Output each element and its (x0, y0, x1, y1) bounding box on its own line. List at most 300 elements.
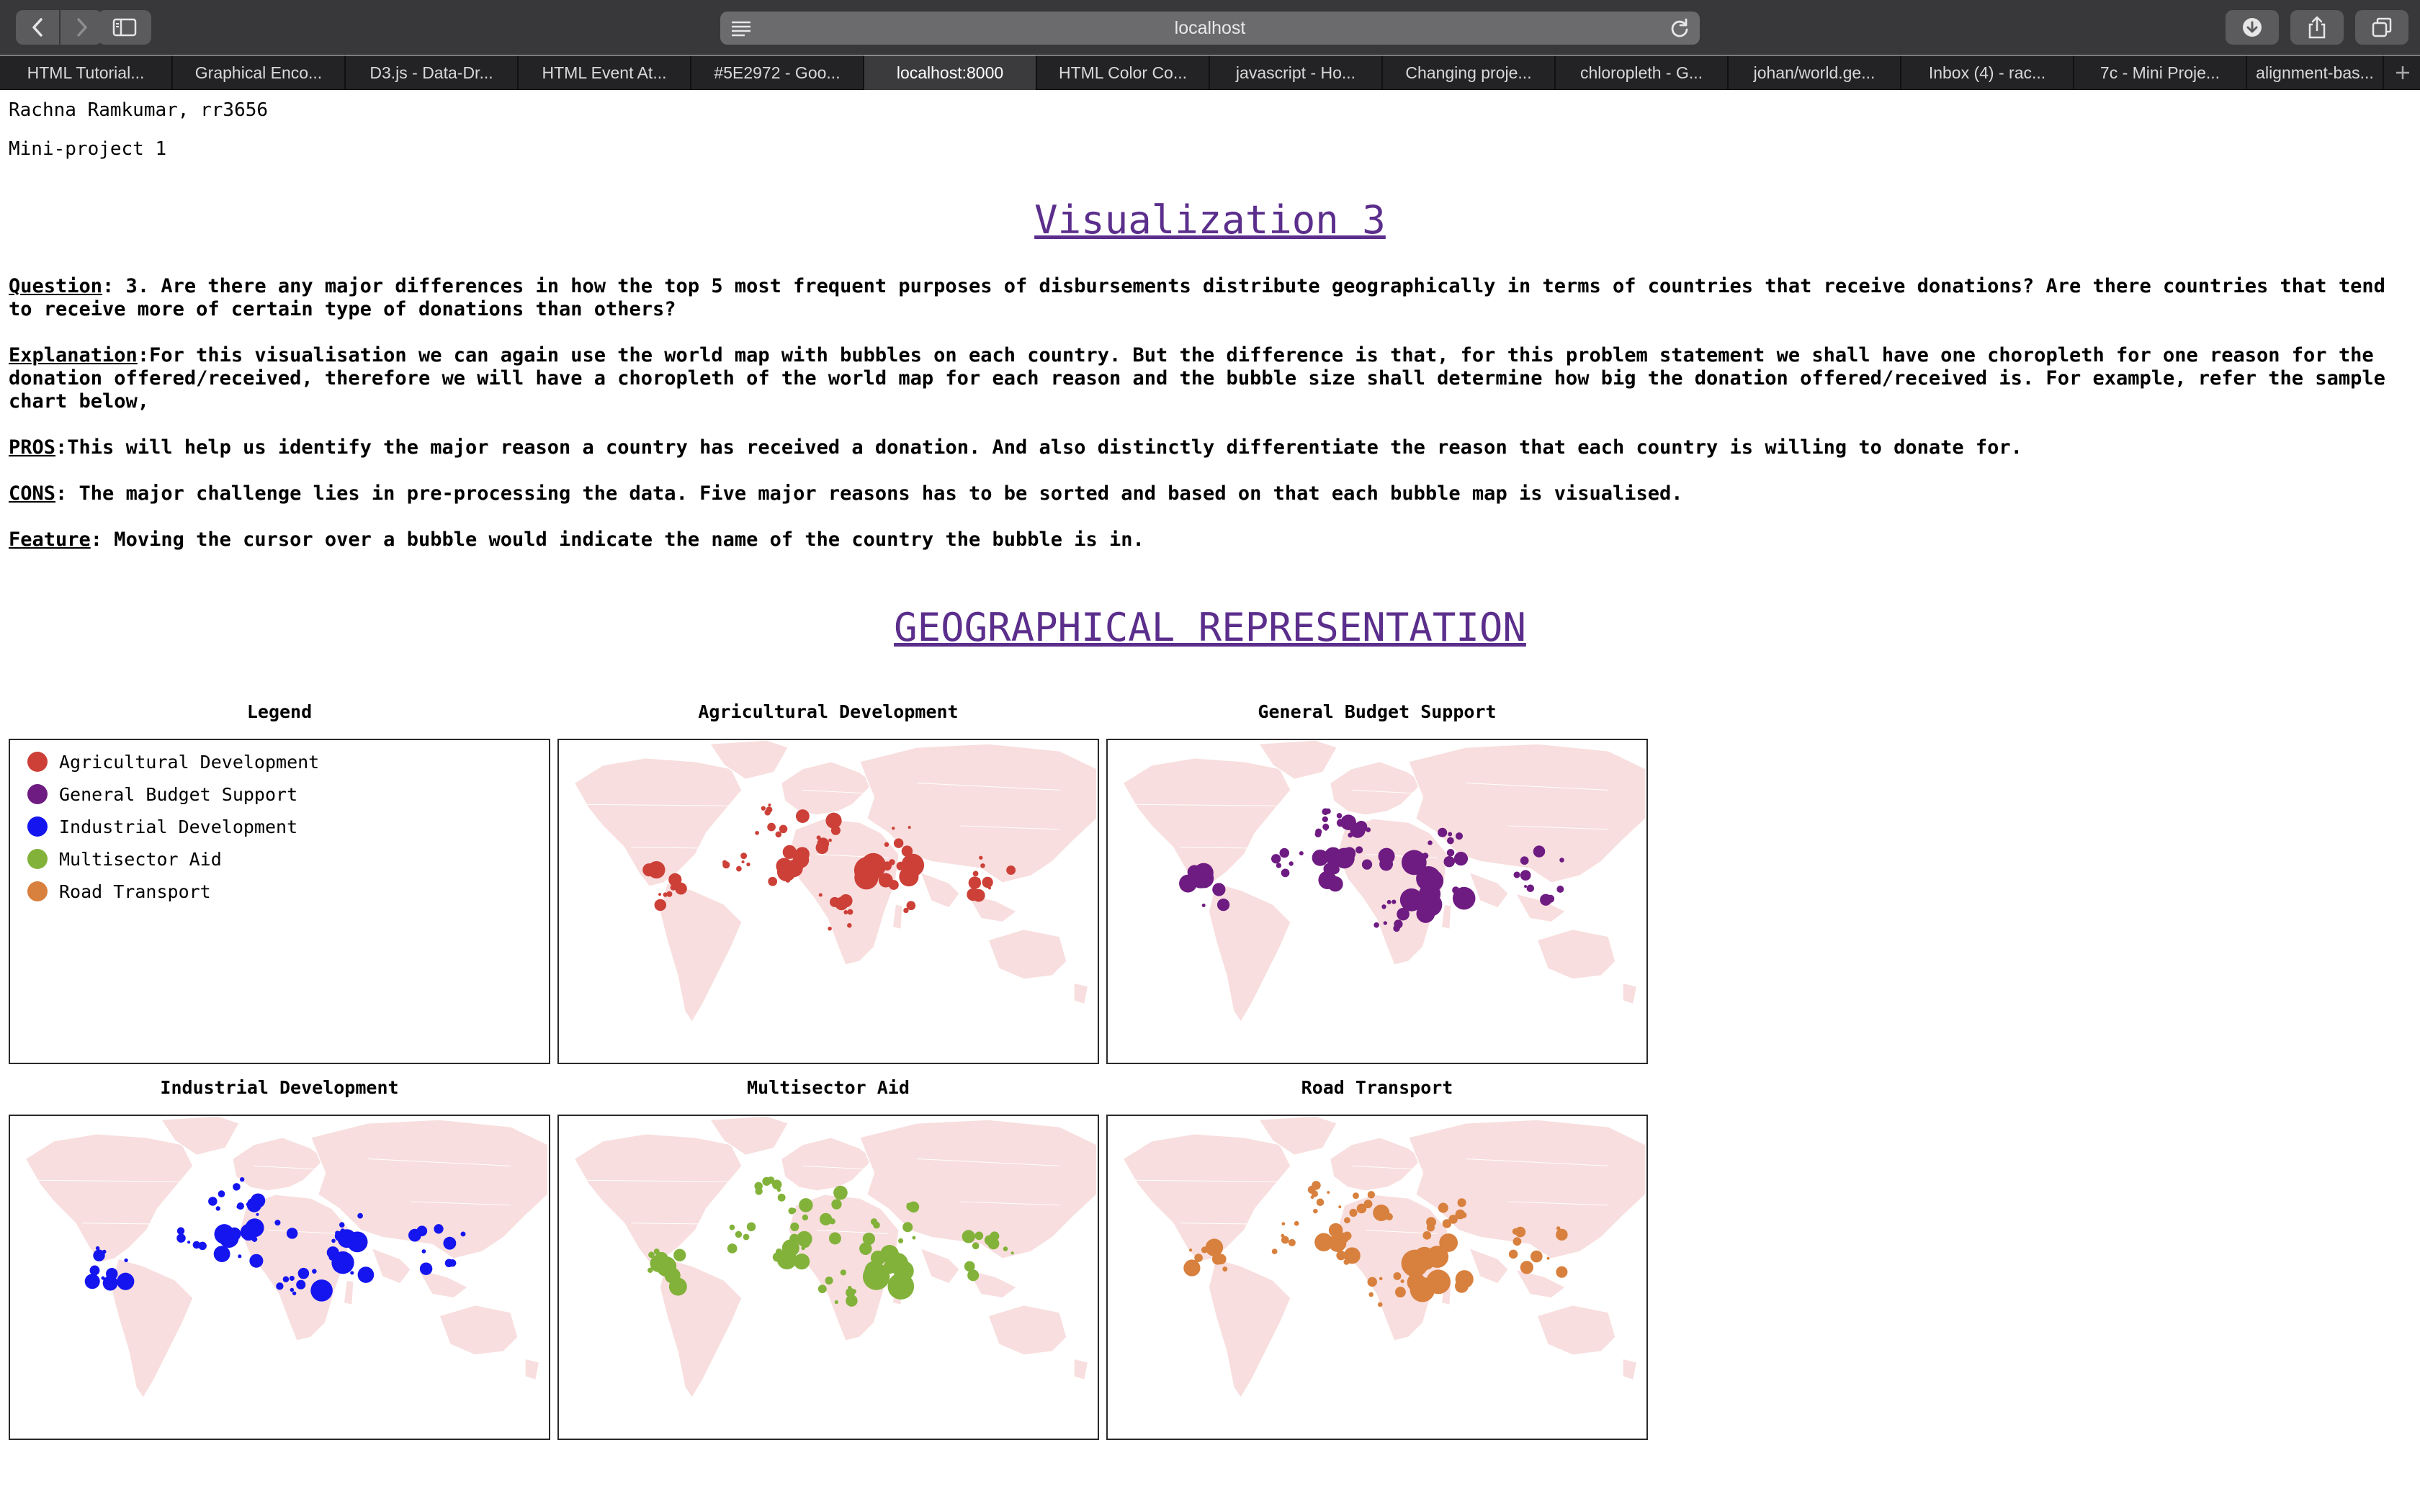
country-bubble[interactable] (1344, 1247, 1361, 1264)
country-bubble[interactable] (912, 1236, 915, 1240)
country-bubble[interactable] (283, 1277, 290, 1283)
country-bubble[interactable] (349, 1236, 355, 1242)
country-bubble[interactable] (1445, 1236, 1451, 1243)
country-bubble[interactable] (847, 909, 853, 915)
country-bubble[interactable] (1401, 1279, 1404, 1283)
country-bubble[interactable] (1378, 1302, 1383, 1308)
map-title-budget: General Budget Support (1258, 701, 1497, 722)
country-bubble[interactable] (779, 825, 787, 833)
tab[interactable]: HTML Color Co... (1037, 55, 1210, 90)
country-bubble[interactable] (796, 809, 810, 823)
country-bubble[interactable] (748, 1223, 753, 1228)
country-bubble[interactable] (1384, 921, 1387, 924)
country-bubble[interactable] (1194, 1254, 1203, 1262)
country-bubble[interactable] (906, 1202, 914, 1210)
country-bubble[interactable] (979, 856, 982, 860)
country-bubble[interactable] (1368, 1191, 1375, 1198)
country-bubble[interactable] (816, 841, 829, 854)
country-bubble[interactable] (274, 1220, 280, 1225)
country-bubble[interactable] (902, 845, 913, 856)
country-bubble[interactable] (1368, 1277, 1377, 1287)
country-bubble[interactable] (1338, 1233, 1348, 1243)
map-title-industrial: Industrial Development (160, 1077, 399, 1098)
country-shape (892, 904, 902, 930)
country-bubble[interactable] (901, 854, 924, 877)
map-title-multisector: Multisector Aid (747, 1077, 910, 1098)
country-bubble[interactable] (208, 1197, 217, 1205)
country-bubble[interactable] (967, 888, 980, 901)
country-bubble[interactable] (864, 1261, 884, 1280)
country-bubble[interactable] (1547, 1257, 1550, 1260)
country-bubble[interactable] (1349, 1209, 1357, 1217)
country-bubble[interactable] (358, 1266, 375, 1283)
plus-icon (2395, 65, 2411, 81)
country-bubble[interactable] (830, 897, 840, 907)
country-bubble[interactable] (1513, 1237, 1522, 1246)
country-bubble[interactable] (741, 860, 744, 863)
country-bubble[interactable] (802, 1215, 808, 1220)
country-bubble[interactable] (1344, 1217, 1350, 1223)
country-bubble[interactable] (1381, 904, 1386, 909)
country-bubble[interactable] (829, 1233, 841, 1245)
country-bubble[interactable] (982, 877, 992, 888)
country-bubble[interactable] (240, 1177, 244, 1182)
country-bubble[interactable] (331, 1239, 336, 1243)
country-bubble[interactable] (786, 860, 803, 877)
country-bubble[interactable] (1214, 1256, 1222, 1264)
tab[interactable]: alignment-bas... (2247, 55, 2384, 90)
country-bubble[interactable] (310, 1279, 333, 1302)
country-bubble[interactable] (1373, 1205, 1389, 1221)
country-shape (1469, 872, 1509, 908)
country-bubble[interactable] (898, 1238, 903, 1243)
country-bubble[interactable] (1355, 846, 1363, 853)
country-bubble[interactable] (1546, 895, 1554, 903)
tab[interactable]: #5E2972 - Goo... (691, 55, 864, 90)
country-bubble[interactable] (1355, 821, 1368, 833)
country-bubble[interactable] (894, 1261, 914, 1281)
tab[interactable]: Inbox (4) - rac... (1901, 55, 2074, 90)
country-bubble[interactable] (1343, 847, 1355, 859)
country-bubble[interactable] (789, 1234, 799, 1243)
sidebar-icon (112, 18, 137, 37)
country-bubble[interactable] (1294, 1221, 1299, 1226)
country-bubble[interactable] (776, 832, 782, 838)
country-bubble[interactable] (768, 877, 777, 886)
country-bubble[interactable] (884, 842, 889, 847)
country-bubble[interactable] (1454, 852, 1468, 865)
country-bubble[interactable] (655, 899, 666, 911)
country-bubble[interactable] (1317, 1198, 1325, 1206)
country-bubble[interactable] (1461, 1212, 1467, 1218)
country-bubble[interactable] (422, 1249, 426, 1254)
country-bubble[interactable] (871, 1218, 877, 1225)
country-bubble[interactable] (663, 892, 668, 896)
country-bubble[interactable] (218, 1190, 225, 1197)
country-bubble[interactable] (880, 1245, 899, 1264)
country-bubble[interactable] (654, 1248, 660, 1254)
forward-button[interactable] (60, 10, 104, 45)
country-bubble[interactable] (973, 870, 979, 876)
country-bubble[interactable] (256, 1213, 259, 1216)
country-bubble[interactable] (1206, 1238, 1224, 1256)
country-bubble[interactable] (907, 901, 916, 910)
country-bubble[interactable] (292, 1292, 296, 1295)
country-bubble[interactable] (1447, 837, 1454, 845)
country-bubble[interactable] (668, 873, 681, 886)
country-bubble[interactable] (755, 831, 759, 835)
country-bubble[interactable] (847, 923, 852, 928)
country-bubble[interactable] (1422, 1231, 1431, 1240)
country-bubble[interactable] (756, 1187, 763, 1194)
tab-active[interactable]: localhost:8000 (864, 55, 1037, 90)
country-bubble[interactable] (1417, 904, 1435, 923)
country-shape (344, 1280, 354, 1305)
country-bubble[interactable] (969, 876, 981, 888)
tab[interactable]: HTML Tutorial... (0, 55, 173, 90)
country-bubble[interactable] (1438, 828, 1447, 837)
country-bubble[interactable] (972, 1242, 980, 1249)
country-bubble[interactable] (902, 1222, 913, 1232)
country-bubble[interactable] (1322, 816, 1328, 822)
country-bubble[interactable] (1404, 1255, 1420, 1271)
country-bubble[interactable] (335, 1231, 345, 1241)
country-bubble[interactable] (1353, 1192, 1359, 1199)
country-bubble[interactable] (1422, 852, 1429, 859)
country-bubble[interactable] (1443, 1219, 1451, 1228)
country-bubble[interactable] (1410, 1277, 1435, 1302)
cons-label: CONS (9, 482, 56, 505)
country-bubble[interactable] (461, 1231, 466, 1236)
country-bubble[interactable] (841, 1269, 846, 1275)
country-bubble[interactable] (1222, 1266, 1227, 1272)
country-bubble[interactable] (1281, 1222, 1285, 1225)
country-bubble[interactable] (290, 1288, 295, 1292)
country-bubble[interactable] (339, 1222, 345, 1228)
country-bubble[interactable] (1299, 851, 1304, 855)
country-bubble[interactable] (746, 863, 750, 866)
country-bubble[interactable] (1438, 1203, 1448, 1213)
country-bubble[interactable] (331, 1251, 354, 1274)
country-bubble[interactable] (833, 1186, 848, 1200)
country-bubble[interactable] (1394, 919, 1402, 928)
country-bubble[interactable] (892, 827, 895, 829)
country-bubble[interactable] (819, 894, 823, 897)
country-bubble[interactable] (1533, 845, 1545, 857)
tab[interactable]: D3.js - Data-Dr... (346, 55, 519, 90)
country-bubble[interactable] (722, 861, 730, 868)
country-bubble[interactable] (1447, 849, 1455, 857)
country-bubble[interactable] (1202, 904, 1206, 907)
country-bubble[interactable] (974, 1231, 983, 1240)
country-bubble[interactable] (1527, 885, 1535, 893)
country-bubble[interactable] (238, 1254, 241, 1258)
country-bubble[interactable] (1311, 1195, 1314, 1199)
country-bubble[interactable] (1348, 832, 1353, 837)
country-bubble[interactable] (1559, 858, 1564, 863)
country-bubble[interactable] (817, 835, 821, 840)
country-bubble[interactable] (1515, 1227, 1525, 1238)
country-bubble[interactable] (658, 893, 661, 896)
tab[interactable]: HTML Event At... (519, 55, 691, 90)
country-bubble[interactable] (1183, 1259, 1200, 1276)
country-shape (920, 872, 960, 908)
country-bubble[interactable] (985, 1235, 995, 1245)
country-bubble[interactable] (216, 1206, 220, 1210)
country-bubble[interactable] (743, 1234, 750, 1241)
tab[interactable]: chloropleth - G... (1556, 55, 1729, 90)
country-bubble[interactable] (768, 804, 771, 806)
downloads-button[interactable] (2226, 10, 2279, 45)
country-bubble[interactable] (730, 1225, 735, 1230)
country-shape (372, 1248, 411, 1284)
country-bubble[interactable] (647, 861, 665, 878)
country-bubble[interactable] (1556, 886, 1564, 893)
country-bubble[interactable] (193, 1241, 201, 1249)
country-bubble[interactable] (1325, 809, 1331, 814)
sidebar-button[interactable] (98, 10, 151, 45)
country-bubble[interactable] (1289, 861, 1293, 865)
legend-item (27, 780, 297, 809)
author-line: Rachna Ramkumar, rr3656 (9, 99, 269, 121)
country-bubble[interactable] (828, 839, 832, 842)
country-bubble[interactable] (1393, 1272, 1401, 1280)
country-bubble[interactable] (357, 1213, 363, 1219)
country-bubble[interactable] (1327, 1191, 1330, 1194)
map-title-agricultural: Agricultural Development (698, 701, 959, 722)
country-bubble[interactable] (846, 1295, 857, 1306)
country-bubble[interactable] (1453, 887, 1476, 910)
tab[interactable]: johan/world.ge... (1729, 55, 1901, 90)
country-bubble[interactable] (252, 1236, 258, 1242)
country-bubble[interactable] (820, 1213, 832, 1225)
country-bubble[interactable] (1281, 869, 1290, 878)
country-bubble[interactable] (1276, 863, 1281, 868)
country-bubble[interactable] (980, 863, 985, 868)
country-bubble[interactable] (761, 806, 766, 810)
country-bubble[interactable] (224, 1230, 228, 1234)
country-bubble[interactable] (1556, 1229, 1567, 1241)
country-bubble[interactable] (296, 1280, 305, 1290)
country-bubble[interactable] (1426, 1246, 1448, 1268)
address-bar[interactable] (720, 12, 1700, 45)
country-bubble[interactable] (735, 1231, 743, 1238)
country-bubble[interactable] (237, 1202, 244, 1210)
country-bubble[interactable] (177, 1227, 185, 1235)
country-bubble[interactable] (772, 1180, 781, 1189)
country-bubble[interactable] (1362, 860, 1372, 870)
country-bubble[interactable] (290, 1276, 295, 1281)
country-bubble[interactable] (1514, 871, 1520, 878)
reload-icon[interactable] (1670, 18, 1690, 38)
country-bubble[interactable] (1397, 908, 1410, 921)
country-bubble[interactable] (1337, 819, 1345, 827)
section-heading: GEOGRAPHICAL REPRESENTATION (894, 605, 1526, 650)
country-bubble[interactable] (1312, 850, 1329, 866)
country-bubble[interactable] (85, 1274, 100, 1289)
country-bubble[interactable] (1322, 824, 1329, 830)
country-bubble[interactable] (1454, 860, 1457, 863)
country-bubble[interactable] (962, 1230, 975, 1243)
country-bubble[interactable] (1402, 850, 1427, 876)
cons-text: : The major challenge lies in pre-processing the data. Five major reasons has to be sorted and based on that each bubble map is visualised. (55, 482, 1683, 505)
country-bubble[interactable] (1193, 863, 1213, 883)
country-bubble[interactable] (1315, 831, 1322, 837)
country-bubble[interactable] (882, 861, 892, 870)
country-shape (25, 1134, 193, 1262)
country-bubble[interactable] (1556, 1266, 1567, 1278)
tabs-overview-button[interactable] (2355, 10, 2408, 45)
country-bubble[interactable] (647, 1268, 653, 1273)
country-bubble[interactable] (350, 1271, 354, 1274)
country-bubble[interactable] (1006, 865, 1016, 875)
country-bubble[interactable] (828, 927, 832, 931)
country-bubble[interactable] (818, 1284, 827, 1293)
country-bubble[interactable] (1313, 1209, 1318, 1214)
country-bubble[interactable] (408, 1229, 421, 1242)
country-bubble[interactable] (797, 855, 802, 859)
country-bubble[interactable] (103, 1276, 118, 1291)
country-bubble[interactable] (1520, 1261, 1533, 1274)
country-bubble[interactable] (90, 1266, 100, 1276)
country-bubble[interactable] (1011, 1251, 1014, 1254)
country-bubble[interactable] (778, 1194, 786, 1202)
new-tab-button[interactable] (2385, 55, 2420, 90)
country-bubble[interactable] (767, 823, 776, 832)
country-bubble[interactable] (786, 1242, 795, 1251)
tab[interactable]: Graphical Enco... (173, 55, 346, 90)
country-bubble[interactable] (1212, 883, 1225, 896)
country-bubble[interactable] (249, 1254, 263, 1268)
share-button[interactable] (2290, 10, 2344, 45)
country-bubble[interactable] (794, 1254, 810, 1269)
country-bubble[interactable] (344, 1230, 350, 1237)
country-bubble[interactable] (894, 838, 903, 847)
country-bubble[interactable] (434, 1224, 443, 1233)
country-bubble[interactable] (1456, 832, 1463, 840)
country-bubble[interactable] (1392, 900, 1396, 904)
country-bubble[interactable] (1272, 1248, 1278, 1254)
country-bubble[interactable] (234, 1187, 237, 1190)
country-bubble[interactable] (124, 1259, 127, 1262)
country-bubble[interactable] (245, 1237, 248, 1241)
country-bubble[interactable] (831, 1199, 841, 1209)
country-bubble[interactable] (1308, 1186, 1316, 1194)
country-bubble[interactable] (1368, 1292, 1373, 1297)
country-bubble[interactable] (762, 1177, 771, 1186)
country-bubble[interactable] (1520, 870, 1531, 881)
country-bubble[interactable] (788, 1207, 795, 1215)
country-bubble[interactable] (248, 1200, 251, 1204)
country-bubble[interactable] (1189, 1248, 1192, 1251)
legend-label: General Budget Support (59, 783, 298, 805)
country-bubble[interactable] (1379, 858, 1393, 871)
tab[interactable]: javascript - Ho... (1210, 55, 1383, 90)
country-bubble[interactable] (187, 1241, 190, 1243)
tab[interactable]: 7c - Mini Proje... (2074, 55, 2247, 90)
country-bubble[interactable] (312, 1269, 317, 1274)
map-title-road: Road Transport (1301, 1077, 1453, 1098)
country-bubble[interactable] (835, 1300, 838, 1304)
country-bubble[interactable] (1373, 922, 1379, 928)
country-bubble[interactable] (665, 1268, 681, 1284)
country-bubble[interactable] (276, 1282, 283, 1290)
country-bubble[interactable] (825, 813, 841, 829)
country-bubble[interactable] (673, 1249, 686, 1261)
country-bubble[interactable] (727, 1243, 738, 1254)
country-bubble[interactable] (790, 1223, 799, 1231)
country-bubble[interactable] (859, 1243, 871, 1255)
country-bubble[interactable] (1428, 840, 1433, 845)
country-bubble[interactable] (777, 1188, 781, 1192)
country-bubble[interactable] (766, 806, 773, 813)
country-bubble[interactable] (740, 852, 747, 859)
country-bubble[interactable] (1337, 813, 1343, 819)
country-bubble[interactable] (1531, 1251, 1543, 1263)
country-bubble[interactable] (648, 1251, 655, 1258)
country-bubble[interactable] (1448, 832, 1452, 837)
country-bubble[interactable] (1289, 1239, 1296, 1246)
country-bubble[interactable] (1280, 848, 1289, 858)
country-bubble[interactable] (449, 1259, 456, 1266)
country-bubble[interactable] (287, 1228, 297, 1238)
country-bubble[interactable] (1217, 899, 1229, 911)
country-bubble[interactable] (421, 1266, 427, 1272)
country-bubble[interactable] (785, 878, 790, 883)
country-bubble[interactable] (1387, 900, 1392, 904)
country-bubble[interactable] (117, 1273, 134, 1290)
country-bubble[interactable] (736, 866, 742, 872)
country-bubble[interactable] (214, 1246, 230, 1262)
country-bubble[interactable] (1524, 885, 1527, 888)
tab[interactable]: Changing proje... (1383, 55, 1556, 90)
country-bubble[interactable] (908, 826, 911, 829)
country-bubble[interactable] (773, 1252, 782, 1261)
country-bubble[interactable] (1427, 1223, 1435, 1231)
country-bubble[interactable] (870, 863, 879, 872)
country-bubble[interactable] (1458, 1198, 1466, 1207)
country-bubble[interactable] (1003, 1246, 1008, 1251)
country-bubble[interactable] (843, 910, 848, 914)
country-bubble[interactable] (1379, 1277, 1383, 1281)
back-button[interactable] (16, 10, 59, 45)
country-bubble[interactable] (1509, 1250, 1518, 1259)
country-bubble[interactable] (1281, 1234, 1284, 1238)
country-bubble[interactable] (801, 1239, 810, 1248)
country-bubble[interactable] (1357, 1204, 1367, 1214)
country-bubble[interactable] (298, 1268, 309, 1279)
country-bubble[interactable] (1456, 1270, 1474, 1288)
country-bubble[interactable] (219, 1228, 238, 1248)
country-bubble[interactable] (1395, 1287, 1406, 1297)
country-bubble[interactable] (851, 1289, 856, 1294)
country-bubble[interactable] (967, 1269, 979, 1281)
country-bubble[interactable] (1271, 854, 1281, 863)
country-bubble[interactable] (1328, 857, 1339, 868)
country-bubble[interactable] (251, 1193, 265, 1207)
country-bubble[interactable] (443, 1237, 456, 1250)
country-bubble[interactable] (889, 880, 899, 890)
country-bubble[interactable] (799, 1198, 812, 1212)
country-bubble[interactable] (825, 1277, 833, 1284)
country-bubble[interactable] (1336, 1251, 1345, 1260)
country-bubble[interactable] (1556, 1226, 1561, 1230)
country-bubble[interactable] (1338, 1205, 1341, 1208)
country-bubble[interactable] (102, 1250, 107, 1254)
country-bubble[interactable] (176, 1233, 185, 1242)
country-bubble[interactable] (1520, 856, 1529, 865)
country-bubble[interactable] (1443, 856, 1454, 867)
